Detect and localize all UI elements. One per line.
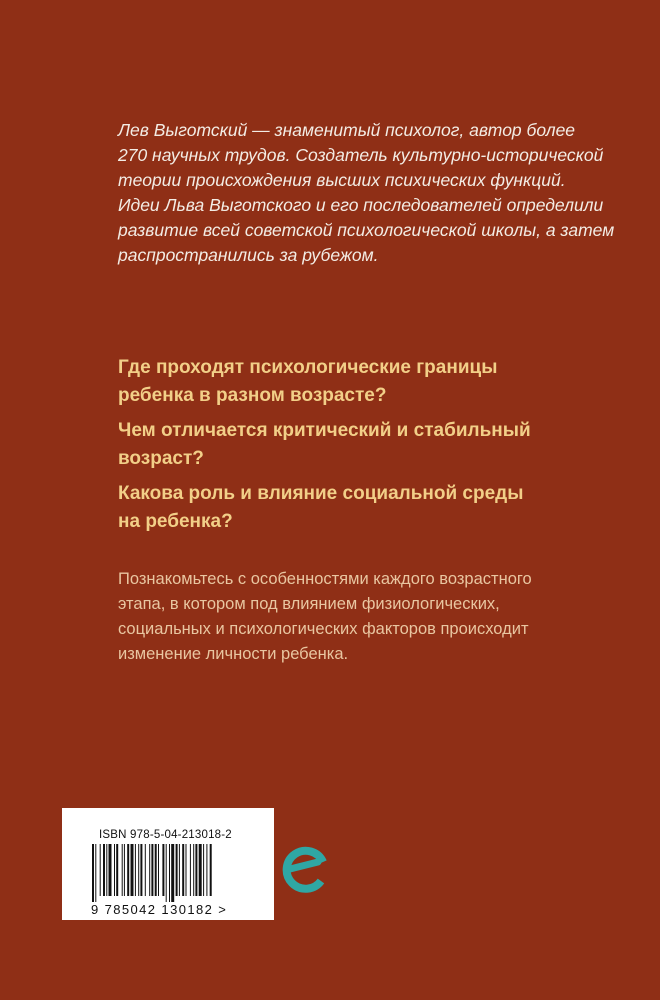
barcode-bar xyxy=(171,844,174,902)
barcode-bar xyxy=(155,844,157,896)
book-description: Познакомьтесь с особенностями каждого возрастного этапа, в котором под влиянием физиологических, социальных и психологических факторов происходит изменение личности ребенка. xyxy=(118,570,532,663)
barcode-box xyxy=(62,808,274,920)
barcode-bar xyxy=(131,844,134,896)
questions-block xyxy=(118,354,618,543)
barcode-bar xyxy=(169,844,170,902)
barcode-bar xyxy=(109,844,112,896)
barcode-bar xyxy=(210,844,212,896)
question-2: Чем отличается критический и стабильный возраст? xyxy=(118,420,531,469)
barcode-bar xyxy=(182,844,184,896)
barcode-bar xyxy=(190,844,191,896)
barcode-bar xyxy=(140,844,142,896)
barcode-bar xyxy=(100,844,101,896)
barcode-bar xyxy=(195,844,197,896)
barcode-bar xyxy=(106,844,107,896)
barcode-bars xyxy=(92,844,248,902)
question-1: Где проходят психологические границы ребенка в разном возрасте? xyxy=(118,357,498,406)
barcode-bar xyxy=(138,844,139,896)
barcode-bar xyxy=(116,844,118,896)
barcode-bar xyxy=(127,844,129,896)
barcode-digits: 9 785042 130182 > xyxy=(91,902,228,917)
barcode-bar xyxy=(206,844,207,896)
author-bio: Лев Выготский — знаменитый психолог, автор более 270 научных трудов. Создатель культурно-исторической теории происхождения высших психических функций. Идеи Льва Выготского и его последователей определили развитие всей советской психологической школы, а затем распространились за рубежом. xyxy=(118,120,615,265)
barcode-bar xyxy=(124,844,125,896)
barcode-bar xyxy=(151,844,153,896)
barcode-bar xyxy=(162,844,164,896)
isbn-label: ISBN 978-5-04-213018-2 xyxy=(99,829,232,841)
barcode-bar xyxy=(149,844,150,896)
question-3: Какова роль и влияние социальной среды на ребенка? xyxy=(118,483,524,532)
barcode-bar xyxy=(176,844,178,896)
barcode-bar xyxy=(135,844,136,896)
barcode-bar xyxy=(145,844,146,896)
barcode-bar xyxy=(122,844,123,896)
barcode-bar xyxy=(179,844,180,896)
barcode-bar xyxy=(199,844,202,896)
barcode-bar xyxy=(203,844,204,896)
barcode-bar xyxy=(166,844,167,902)
barcode-bar xyxy=(103,844,105,896)
barcode-bar xyxy=(158,844,159,896)
barcode-bar xyxy=(114,844,115,896)
barcode-bar xyxy=(92,844,94,902)
barcode-bar xyxy=(193,844,194,896)
barcode-bar xyxy=(95,844,96,902)
publisher-e-logo-icon xyxy=(280,845,330,895)
barcode-bar xyxy=(186,844,187,896)
